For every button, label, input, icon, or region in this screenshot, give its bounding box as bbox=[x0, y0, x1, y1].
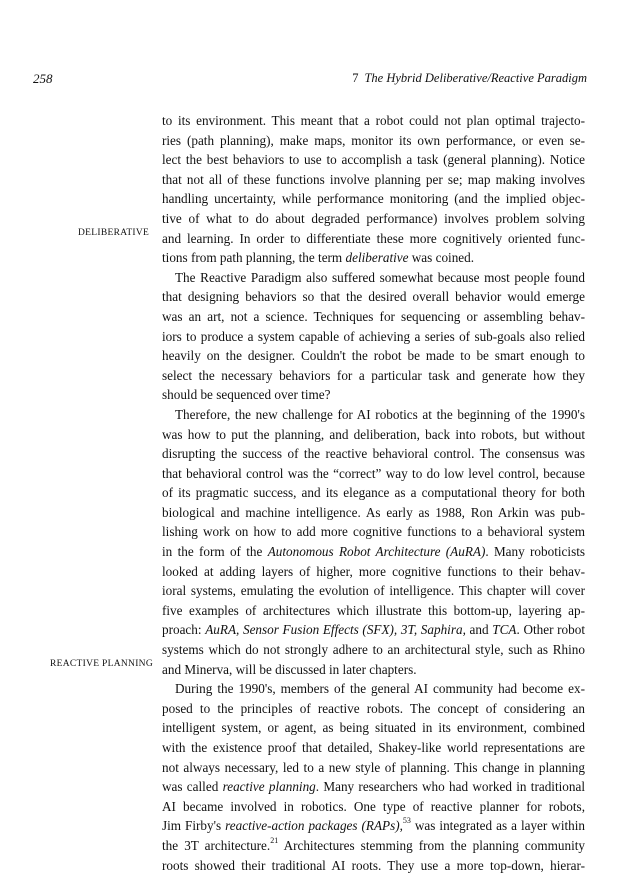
text-line: lishing work on how to add more cognitive functions to a behavioral system bbox=[162, 524, 585, 540]
text-line: that designing behaviors so that the desired overall behavior would emerge bbox=[162, 289, 585, 305]
text-line: was an art, not a science. Techniques for sequencing or assembling behav- bbox=[162, 308, 585, 324]
chapter-number: 7 bbox=[352, 71, 359, 85]
text-line: ries (path planning), make maps, monitor its own performance, or even se- bbox=[162, 132, 585, 148]
text-line: disrupting the success of the reactive behavioral control. The consensus was bbox=[162, 446, 585, 462]
text-line: lect the best behaviors to use to accomplish a task (general planning). Notice bbox=[162, 152, 585, 168]
running-header bbox=[0, 71, 620, 89]
text-line: that behavioral control was the “correct” way to do low level control, because bbox=[162, 465, 585, 481]
text-line: with the existence proof that detailed, Shakey-like world representations are bbox=[162, 740, 585, 755]
text-line: that not all of these functions involve planning per se; map making involves bbox=[162, 171, 585, 187]
text-line: in the form of the Autonomous Robot Architecture (AuRA). Many roboticists bbox=[162, 544, 585, 560]
text-line: and learning. In order to differentiate these more cognitively oriented func- bbox=[162, 230, 585, 246]
text-line: AI became involved in robotics. One type of reactive planner for robots, bbox=[162, 798, 585, 814]
term-tca: TCA bbox=[492, 622, 517, 638]
term-deliberative: deliberative bbox=[345, 250, 409, 266]
text-line: systems which do not strongly adhere to an architectural style, such as Rhino bbox=[162, 642, 585, 658]
running-head bbox=[352, 71, 587, 86]
text-line: tions from path planning, the term deliberative was coined. bbox=[162, 250, 475, 266]
text-line: of its pragmatic success, and its elegance as a computational theory for both bbox=[162, 485, 585, 501]
text-line: and Minerva, will be discussed in later chapters. bbox=[162, 661, 417, 677]
text-line: posed to the principles of reactive robots. The concept of considering an bbox=[162, 700, 585, 716]
text-line: handling uncertainty, while performance monitoring (and the implied objec- bbox=[162, 191, 585, 207]
text-line: roots showed their traditional AI roots. They use a more top-down, hierar- bbox=[162, 857, 585, 873]
architecture-list: AuRA, Sensor Fusion Effects (SFX), 3T, Saphira, bbox=[205, 622, 466, 638]
text-line: was how to put the planning, and deliberation, back into robots, but without bbox=[162, 426, 585, 442]
text-line: looked at adding layers of higher, more cognitive functions to their behav- bbox=[162, 563, 585, 579]
text-line: tive of what to do about degraded performance) involves problem solving bbox=[162, 210, 585, 226]
body-text bbox=[162, 111, 585, 875]
text-line: biological and machine intelligence. As early as 1988, Ron Arkin was pub- bbox=[162, 504, 585, 520]
text-line: should be sequenced over time? bbox=[162, 387, 331, 403]
text-line: Jim Firby's reactive-action packages (RAPs),$^{53}$ was integrated as a layer within bbox=[162, 816, 585, 834]
text-line: Therefore, the new challenge for AI robotics at the beginning of the 1990's bbox=[175, 406, 585, 422]
citation-53: 53 bbox=[402, 816, 411, 826]
term-aura: Autonomous Robot Architecture (AuRA) bbox=[267, 544, 486, 560]
text-line: iors to produce a system capable of achieving a series of sub-goals also relied bbox=[162, 328, 585, 344]
text-line: proach: AuRA, Sensor Fusion Effects (SFX), 3T, Saphira, and TCA. Other robot bbox=[162, 622, 585, 638]
citation-21: 21 bbox=[270, 835, 279, 845]
text-line: select the necessary behaviors for a particular task and generate how they bbox=[162, 367, 585, 383]
term-raps: reactive-action packages (RAPs) bbox=[225, 818, 400, 834]
text-line: During the 1990's, members of the general AI community had become ex- bbox=[175, 681, 585, 697]
text-line: not always necessary, led to a new style of planning. This change in planning bbox=[162, 759, 585, 775]
page-number: 258 bbox=[33, 71, 53, 86]
text-line: The Reactive Paradigm also suffered somewhat because most people found bbox=[175, 269, 585, 285]
text-line: heavily on the designer. Couldn't the robot be made to be smart enough to bbox=[162, 348, 585, 364]
term-reactive-planning: reactive planning bbox=[222, 779, 316, 795]
text-line: to its environment. This meant that a robot could not plan optimal trajecto- bbox=[162, 113, 585, 128]
margin-note-deliberative: DELIBERATIVE bbox=[78, 228, 150, 238]
chapter-title: The Hybrid Deliberative/Reactive Paradigm bbox=[364, 71, 587, 85]
text-line: ioral systems, emulating the evolution of intelligence. This chapter will cover bbox=[162, 583, 585, 599]
text-line: five examples of architectures which illustrate this bottom-up, layering ap- bbox=[162, 602, 585, 618]
margin-note-reactive-planning: REACTIVE PLANNING bbox=[50, 659, 153, 669]
text-line: intelligent system, or agent, as being situated in its environment, combined bbox=[162, 720, 585, 736]
text-line: was called reactive planning. Many researchers who had worked in traditional bbox=[162, 779, 585, 795]
text-line: the 3T architecture.$^{21}$ Architectures stemming from the planning community bbox=[162, 835, 585, 853]
